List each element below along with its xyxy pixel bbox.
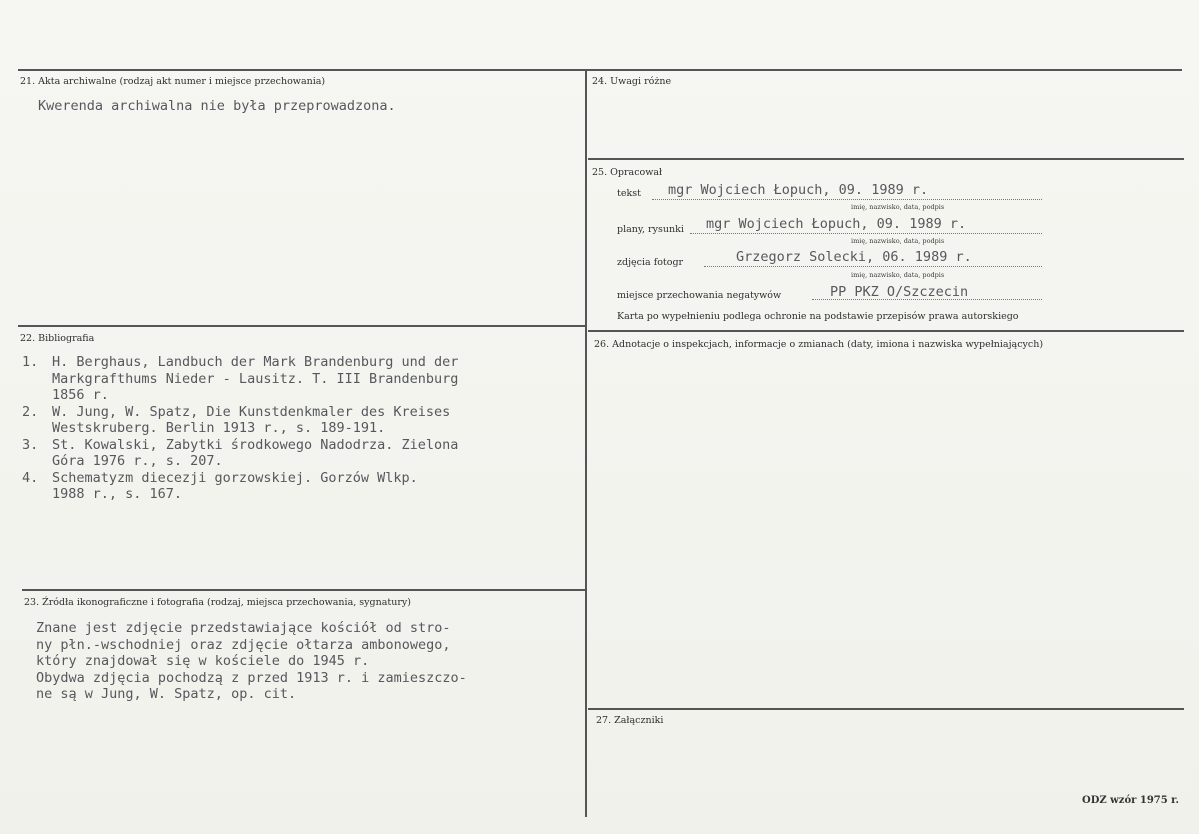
form-footer: ODZ wzór 1975 r. bbox=[1082, 795, 1180, 806]
tekst-line bbox=[652, 199, 1042, 200]
zdjecia-line bbox=[704, 266, 1042, 267]
tekst-hint: imię, nazwisko, data, podpis bbox=[851, 203, 945, 211]
section-23-text: Znane jest zdjęcie przedstawiające kościół od stro- ny płn.-wschodniej oraz zdjęcie ołtarza ambonowego, który znajdował się w kościele do 1945 r. Obydwa zdjęcia pochodzą z przed 1913 r. i zamieszczo- ne są w Jung, W. Spatz, op. cit. bbox=[36, 620, 467, 702]
tekst-label: tekst bbox=[617, 188, 641, 199]
zdjecia-hint: imię, nazwisko, data, podpis bbox=[851, 271, 945, 279]
right-rule-26 bbox=[588, 330, 1184, 332]
bibliography-entry: Schematyzm diecezji gorzowskiej. Gorzów Wlkp. 1988 r., s. 167. bbox=[52, 469, 418, 502]
bibliography-list bbox=[22, 354, 458, 503]
plany-hint: imię, nazwisko, data, podpis bbox=[851, 237, 945, 245]
section-22-label: 22. Bibliografia bbox=[20, 333, 95, 344]
miejsce-label: miejsce przechowania negatywów bbox=[617, 290, 782, 301]
left-rule-22 bbox=[18, 325, 585, 327]
right-rule-27 bbox=[588, 708, 1184, 710]
zdjecia-label: zdjęcia fotogr bbox=[617, 257, 684, 268]
bibliography-entry: St. Kowalski, Zabytki środkowego Nadodrza. Zielona Góra 1976 r., s. 207. bbox=[52, 436, 459, 469]
bibliography-number: 1. bbox=[22, 354, 39, 370]
bibliography-number: 3. bbox=[22, 436, 39, 453]
section-25-label: 25. Opracował bbox=[592, 167, 663, 178]
bibliography-entry: H. Berghaus, Landbuch der Mark Brandenburg und der Markgrafthums Nieder - Lausitz. T. III Brandenburg 1856 r. bbox=[52, 354, 459, 403]
right-rule-25 bbox=[588, 158, 1184, 160]
section-23-label: 23. Źródła ikonograficzne i fotografia (rodzaj, miejsca przechowania, sygnatury) bbox=[24, 597, 411, 608]
bibliography-entry: W. Jung, W. Spatz, Die Kunstdenkmaler des Kreises Westskruberg. Berlin 1913 r., s. 189-191. bbox=[52, 403, 451, 436]
plany-value: mgr Wojciech Łopuch, 09. 1989 r. bbox=[706, 216, 967, 232]
copyright-note: Karta po wypełnieniu podlega ochronie na podstawie przepisów prawa autorskiego bbox=[617, 311, 1019, 322]
section-21-label: 21. Akta archiwalne (rodzaj akt numer i miejsce przechowania) bbox=[20, 76, 326, 87]
bibliography-number: 4. bbox=[22, 469, 39, 486]
plany-label: plany, rysunki bbox=[617, 224, 684, 235]
tekst-value: mgr Wojciech Łopuch, 09. 1989 r. bbox=[668, 182, 929, 198]
center-divider bbox=[585, 69, 587, 817]
bibliography-number: 2. bbox=[22, 403, 39, 420]
section-26-label: 26. Adnotacje o inspekcjach, informacje o zmianach (daty, imiona i nazwiska wypełniających) bbox=[594, 339, 1044, 350]
bibliography-item bbox=[22, 470, 458, 503]
miejsce-value: PP PKZ O/Szczecin bbox=[830, 284, 969, 300]
zdjecia-value: Grzegorz Solecki, 06. 1989 r. bbox=[736, 249, 972, 265]
section-27-label: 27. Załączniki bbox=[596, 715, 664, 726]
bibliography-item bbox=[22, 404, 458, 437]
section-21-text: Kwerenda archiwalna nie była przeprowadzona. bbox=[38, 98, 396, 114]
bibliography-item bbox=[22, 437, 458, 470]
bibliography-item bbox=[22, 354, 458, 404]
plany-line bbox=[690, 233, 1042, 234]
top-rule bbox=[18, 69, 1182, 71]
left-rule-23 bbox=[22, 589, 585, 591]
section-24-label: 24. Uwagi różne bbox=[592, 76, 672, 87]
